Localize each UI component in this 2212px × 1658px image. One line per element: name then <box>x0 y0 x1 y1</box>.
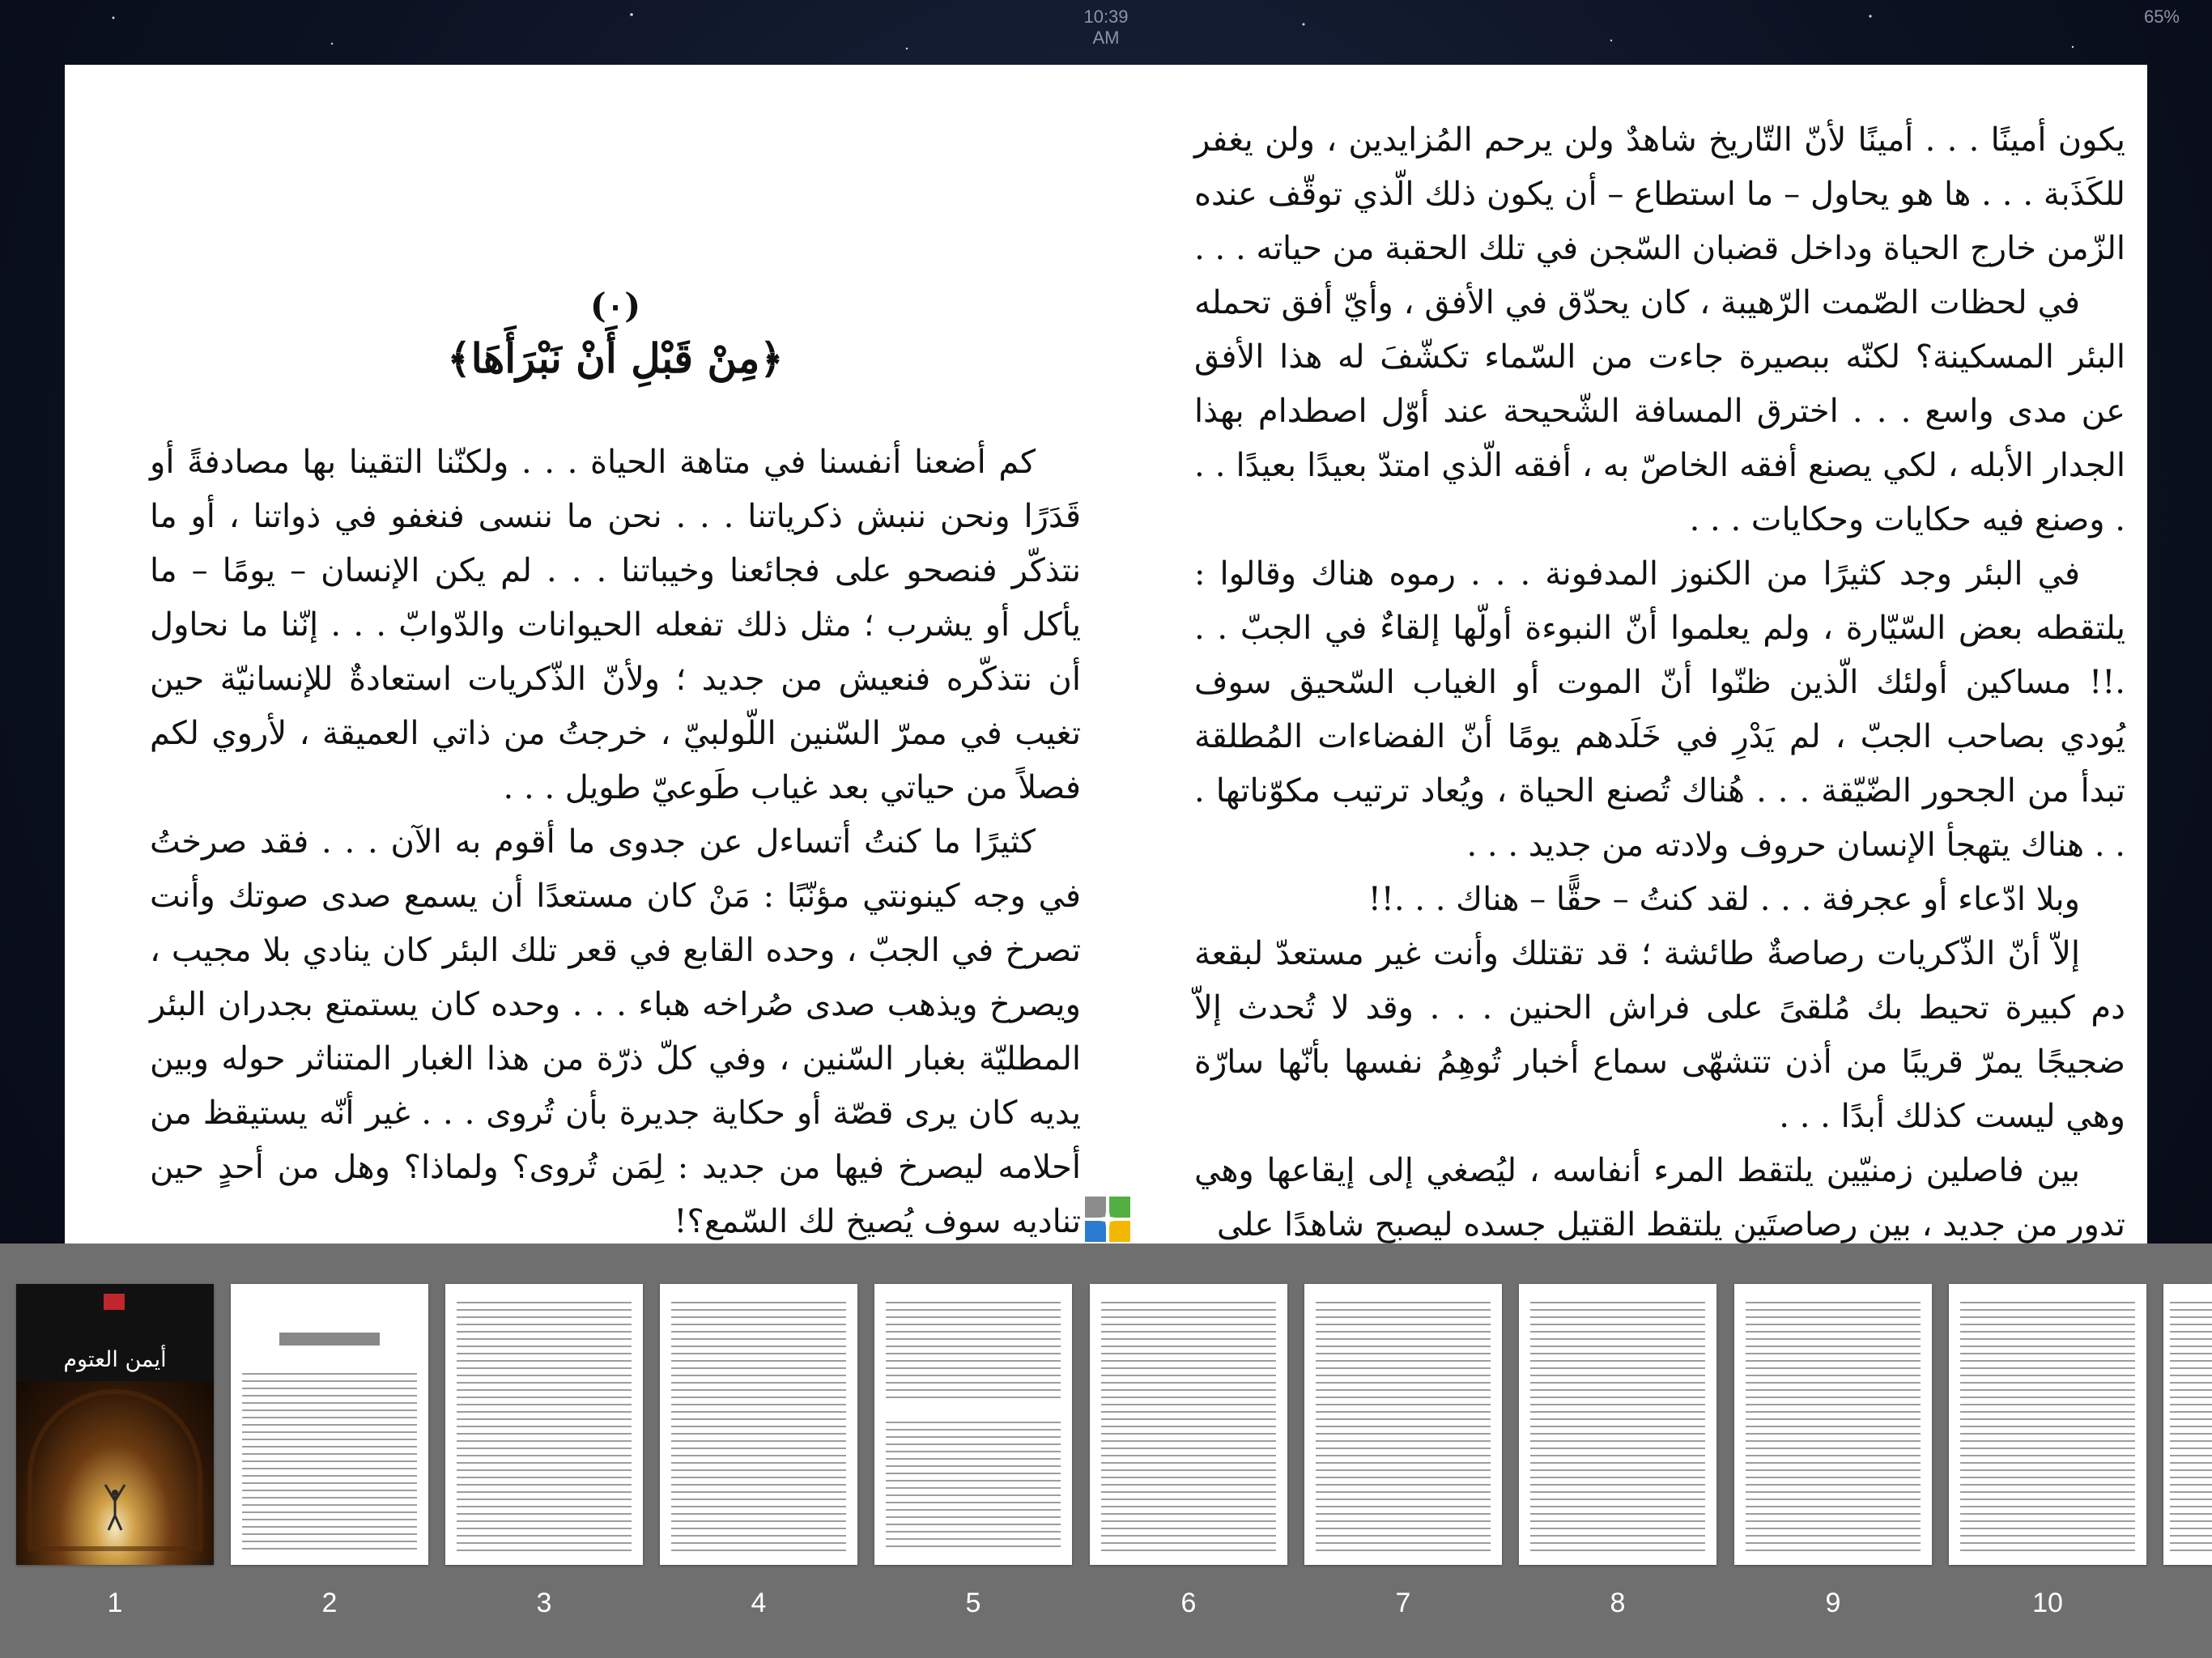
paragraph: كثيرًا ما كنتُ أتساءل عن جدوى ما أقوم به الآن . . . فقد صرختُ في وجه كينونتي مؤنّبًا : مَنْ كان مستعدًا أن يسمع صدى صوتك وأنت تصرخ في الجبّ ، وحده القابع في قعر تلك البئر كان ينادي بلا مجيب ، ويصرخ ويذهب صدى صُراخه هباء . . . وحده كان يستمتع بجدران البئر المطليّة بغبار السّنين ، وفي كلّ ذرّة من هذا الغبار المتناثر حوله وبين يديه كان يرى قصّة أو حكاية جديرة بأن تُروى . . . غير أنّه يستيقظ من أحلامه ليصرخ فيها من جديد : لِمَن تُروى؟ ولماذا؟ وهل من أحدٍ حين تناديه سوف يُصيخ لك السّمع؟! <box>150 823 1082 1240</box>
thumbnail-text-lines <box>457 1302 632 1552</box>
thumbnail-text-lines <box>1316 1302 1491 1552</box>
thumbnail-page-5[interactable] <box>874 1284 1072 1565</box>
prisoner-figure-icon <box>104 1480 126 1532</box>
thumbnail-page-1[interactable] <box>16 1284 214 1565</box>
status-time: 10:39 AM <box>1083 6 1129 48</box>
thumbnail-label: 9 <box>1825 1588 1841 1618</box>
thumbnail-text-lines <box>1530 1302 1705 1552</box>
chapter-title: ﴿مِنْ قَبْلِ أَنْ نَبْرَأَهَا﴾ <box>447 334 784 382</box>
right-page[interactable] <box>1194 113 2125 1244</box>
thumbnail-page-6[interactable] <box>1090 1284 1287 1565</box>
thumbnail-label: 5 <box>965 1588 981 1618</box>
thumbnail-label: 6 <box>1180 1588 1197 1618</box>
thumbnail-text-lines <box>886 1422 1061 1552</box>
battery-indicator: 65% <box>2143 6 2180 27</box>
thumbnail-label: 7 <box>1395 1588 1411 1618</box>
paragraph: كم أضعنا أنفسنا في متاهة الحياة . . . ولكنّنا التقينا بها مصادفةً أو قَدَرًا ونحن ننبش ذكرياتنا . . . نحن ما ننسى فنغفو في ذواتنا ، أو ما نتذكّر فنصحو على فجائعنا وخيباتنا . . . لم يكن الإنسان – يومًا – ما يأكل أو يشرب ؛ مثل ذلك تفعله الحيوانات والدّوابّ . . . إنّنا ما نحاول أن نتذكّره فنعيش من جديد ؛ ولأنّ الذّكريات استعادةٌ للإنسانيّة حين تغيب في ممرّ السّنين اللّولبيّ ، خرجتُ من ذاتي العميقة ، لأروي لكم فصلاً من حياتي بعد غياب طَوعيّ طويل . . . <box>150 444 1081 806</box>
status-bar <box>0 0 2212 48</box>
thumbnail-label: 1 <box>107 1588 123 1618</box>
thumbnail-label: 8 <box>1610 1588 1626 1618</box>
thumbnail-page-3[interactable] <box>445 1284 643 1565</box>
thumbnail-text-lines <box>886 1302 1061 1403</box>
thumbnail-page-10[interactable] <box>1949 1284 2146 1565</box>
thumbnail-text-lines <box>671 1302 846 1552</box>
thumbnail-page-9[interactable] <box>1734 1284 1932 1565</box>
paragraph: في لحظات الصّمت الرّهيبة ، كان يحدّق في الأفق ، وأيّ أفق تحمله البئر المسكينة؟ لكنّه ببصيرة جاءت من السّماء تكشّفَ له هذا الأفق عن مدى واسع . . . اخترق المسافة الشّحيحة عند أوّل اصطدام بهذا الجدار الأبله ، لكي يصنع أفقه الخاصّ به ، أفقه الّذي امتدّ بعيدًا بعيدًا . . . وصنع فيه حكايات وحكايات . . . <box>1194 284 2125 538</box>
thumbnail-page-8[interactable] <box>1519 1284 1716 1565</box>
page-thumbnail-strip[interactable] <box>0 1244 2212 1658</box>
paragraph: إلاّ أنّ الذّكريات رصاصةٌ طائشة ؛ قد تقتلك وأنت غير مستعدّ لبقعة دم كبيرة تحيط بك مُلقىً على فراش الحنين . . . وقد لا تُحدث إلاّ ضجيجًا يمرّ قريبًا من أذن تتشهّى سماع أخبار تُوهِمُ نفسها بأنّها سارّة وهي ليست كذلك أبدًا . . . <box>1194 935 2126 1135</box>
thumbnail-page-4[interactable] <box>660 1284 857 1565</box>
paragraph: بين فاصلين زمنيّين يلتقط المرء أنفاسه ، ليُصغي إلى إيقاعها وهي تدور من جديد ، بين رصاصتَين يلتقط القتيل جسده ليصبح شاهدًا على <box>1194 1152 2125 1244</box>
thumbnail-label: 3 <box>536 1588 552 1618</box>
thumbnail-text-lines <box>1101 1302 1276 1552</box>
thumbnail-text-lines <box>242 1373 417 1552</box>
publisher-tag-icon <box>104 1294 125 1310</box>
thumbnail-page-7[interactable] <box>1304 1284 1502 1565</box>
thumbnail-heading <box>279 1333 380 1346</box>
left-page[interactable] <box>150 113 1081 1244</box>
thumbnail-label: 2 <box>321 1588 338 1618</box>
paragraph: يكون أمينًا . . . أمينًا لأنّ التّاريخ شاهدٌ ولن يرحم المُزايدين ، ولن يغفر للكَذَبة . . . ها هو يحاول – ما استطاع – أن يكون ذلك الّذي توقّف عنده الزّمن خارج الحياة وداخل قضبان السّجن في تلك الحقبة من حياته . . . <box>1194 121 2125 267</box>
paragraph: وبلا ادّعاء أو عجرفة . . . لقد كنتُ – حقًّا – هناك . . .!! <box>1368 881 2080 918</box>
thumbnail-text-lines <box>1746 1302 1921 1552</box>
chapter-number: (٠) <box>589 286 641 325</box>
cover-author: أيمن العتوم <box>63 1347 167 1372</box>
reader-logo-icon <box>1085 1197 1130 1242</box>
book-spread[interactable] <box>65 65 2147 1244</box>
thumbnail-text-lines <box>2170 1302 2212 1552</box>
thumbnail-text-lines <box>1960 1302 2135 1552</box>
thumbnail-page-next[interactable] <box>2163 1284 2212 1565</box>
paragraph: في البئر وجد كثيرًا من الكنوز المدفونة . . . رموه هناك وقالوا : يلتقطه بعض السّيّارة ، ولم يعلموا أنّ النبوءة أولّها إلقاءٌ في الجبّ . . .!! مساكين أولئك الّذين ظنّوا أنّ الموت أو الغياب السّحيق سوف يُودي بصاحب الجبّ ، لم يَدْرِ في خَلَدهم يومًا أنّ الفضاءات المُطلقة تبدأ من الجحور الضّيّقة . . . هُناك تُصنع الحياة ، ويُعاد ترتيب مكوّناتها . . . هناك يتهجأ الإنسان حروف ولادته من جديد . . . <box>1194 555 2125 864</box>
thumbnail-label: 4 <box>751 1588 767 1618</box>
thumbnail-page-2[interactable] <box>231 1284 428 1565</box>
thumbnail-label: 10 <box>2032 1588 2063 1618</box>
